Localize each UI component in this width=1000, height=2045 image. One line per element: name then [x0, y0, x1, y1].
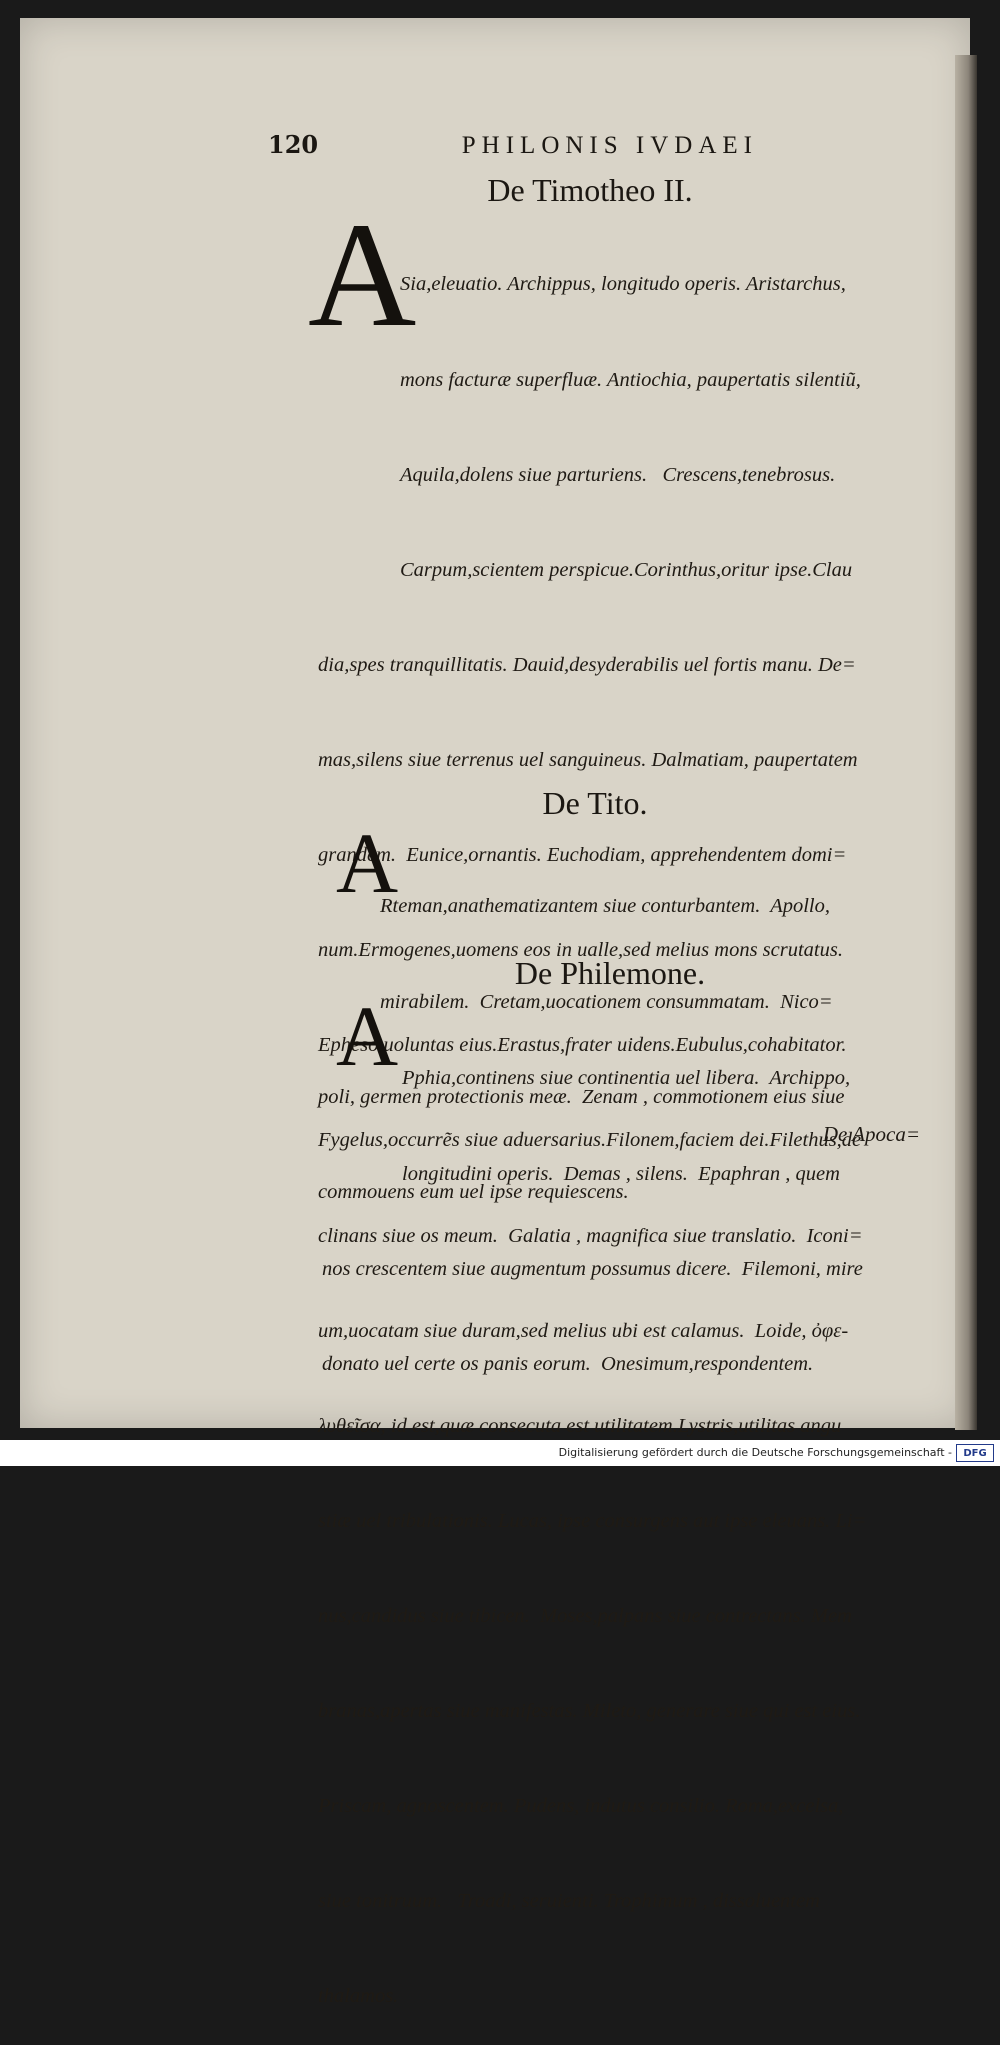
text-line: commouens eum uel ipse requiescens. [318, 1180, 629, 1203]
text-line: siue tonitruum. Troadi, seruienti. Trophimum , dissoluentem [318, 1890, 820, 1913]
text-line: num.Ermogenes,uomens eos in ualle,sed melius mons scrutatus. [318, 939, 843, 962]
text-line: um,uocatam siue duram,sed melius ubi est calamus. Loide, ὀφε- [318, 1319, 849, 1342]
text-line: longitudini operis. Demas , silens. Epaphran , quem [402, 1162, 840, 1185]
text-line: Sia,eleuatio. Archippus, longitudo operis. Aristarchus, [400, 273, 846, 296]
running-title: PHILONIS IVDAEI [461, 132, 758, 159]
text-line: mirabilem. Cretam,uocationem consummatam. Nico= [380, 990, 833, 1013]
text-line: grandem. Eunice,ornantis. Euchodiam, apprehendentem domi= [318, 844, 847, 867]
text-line: mons facturæ superfluæ. Antiochia, paupertatis silentiũ, [400, 368, 861, 391]
page-header [268, 130, 758, 170]
text-line: mas,silens siue terrenus uel sanguineus. Dalmatiam, paupertatem [318, 748, 858, 771]
text-line: dia,spes tranquillitatis. Dauid,desyderabilis uel fortis manu. De= [318, 653, 856, 676]
text-line: Rteman,anathematizantem siue conturbantem. Apollo, [380, 895, 830, 918]
text-line: λυθεῖσα, id est,quæ consecuta est utilitatem.Lystris,utilitas angu [318, 1414, 842, 1437]
dropcap: A [336, 988, 399, 1084]
text-line: Pphia,continens siue continentia uel libera. Archippo, [402, 1067, 851, 1090]
footer-credit: Digitalisierung gefördert durch die Deutsche Forschungsgemeinschaft - [558, 1446, 952, 1459]
text-line: nos crescentem siue augmentum possumus dicere. Filemoni, mire [322, 1257, 863, 1280]
text-line: Aquila,dolens siue parturiens. Crescens,tenebrosus. [400, 463, 836, 486]
text-line: nus,candidus siue tibicen. Moses,palpans siue contrectans. Mem [318, 1604, 852, 1627]
text-line: Priscam, agnoscentem. Pudens, indutus consilio. Roma,excelsa, [318, 1795, 844, 1818]
footer-bar [0, 1440, 1000, 1466]
catchword: De Apoca= [822, 1122, 920, 1146]
text-line: Carpum,scientem perspicue.Corinthus,oritur ipse.Clau [400, 558, 853, 581]
dropcap: A [336, 815, 399, 911]
text-line: Epheso,uoluntas eius.Erastus,frater uidens.Eubulus,cohabitator. [318, 1034, 847, 1057]
section-title: De Philemone. [514, 955, 706, 991]
text-line: stiæ uel tribulationis. Lucas, ipse consurgens aut ipse eleuans. Li= [318, 1509, 867, 1532]
section-title: De Timotheo II. [487, 172, 693, 208]
dropcap: A [308, 192, 417, 358]
text-line: thalamos. [318, 1985, 399, 2008]
text-line: Fygelus,occurrẽs siue aduersarius.Filonem,faciem dei.Filethus,de [318, 1129, 862, 1152]
section-body [322, 1000, 922, 1412]
text-line: clinans siue os meum. Galatia , magnifica siue translatio. Iconi= [318, 1224, 863, 1247]
dfg-logo-icon[interactable]: DFG [956, 1444, 994, 1462]
text-line: donato uel certe os panis eorum. Onesimum,respondentem. [322, 1352, 814, 1375]
text-line: branas,apertas siue manifestas. Mileto, generare siue qui est eius. [318, 1700, 861, 1723]
section-title: De Tito. [542, 785, 648, 821]
page-edge [955, 55, 977, 1430]
text-line: poli, germen protectionis meæ. Zenam , commotionem eius siue [318, 1085, 845, 1108]
page-number: 120 [268, 130, 319, 159]
